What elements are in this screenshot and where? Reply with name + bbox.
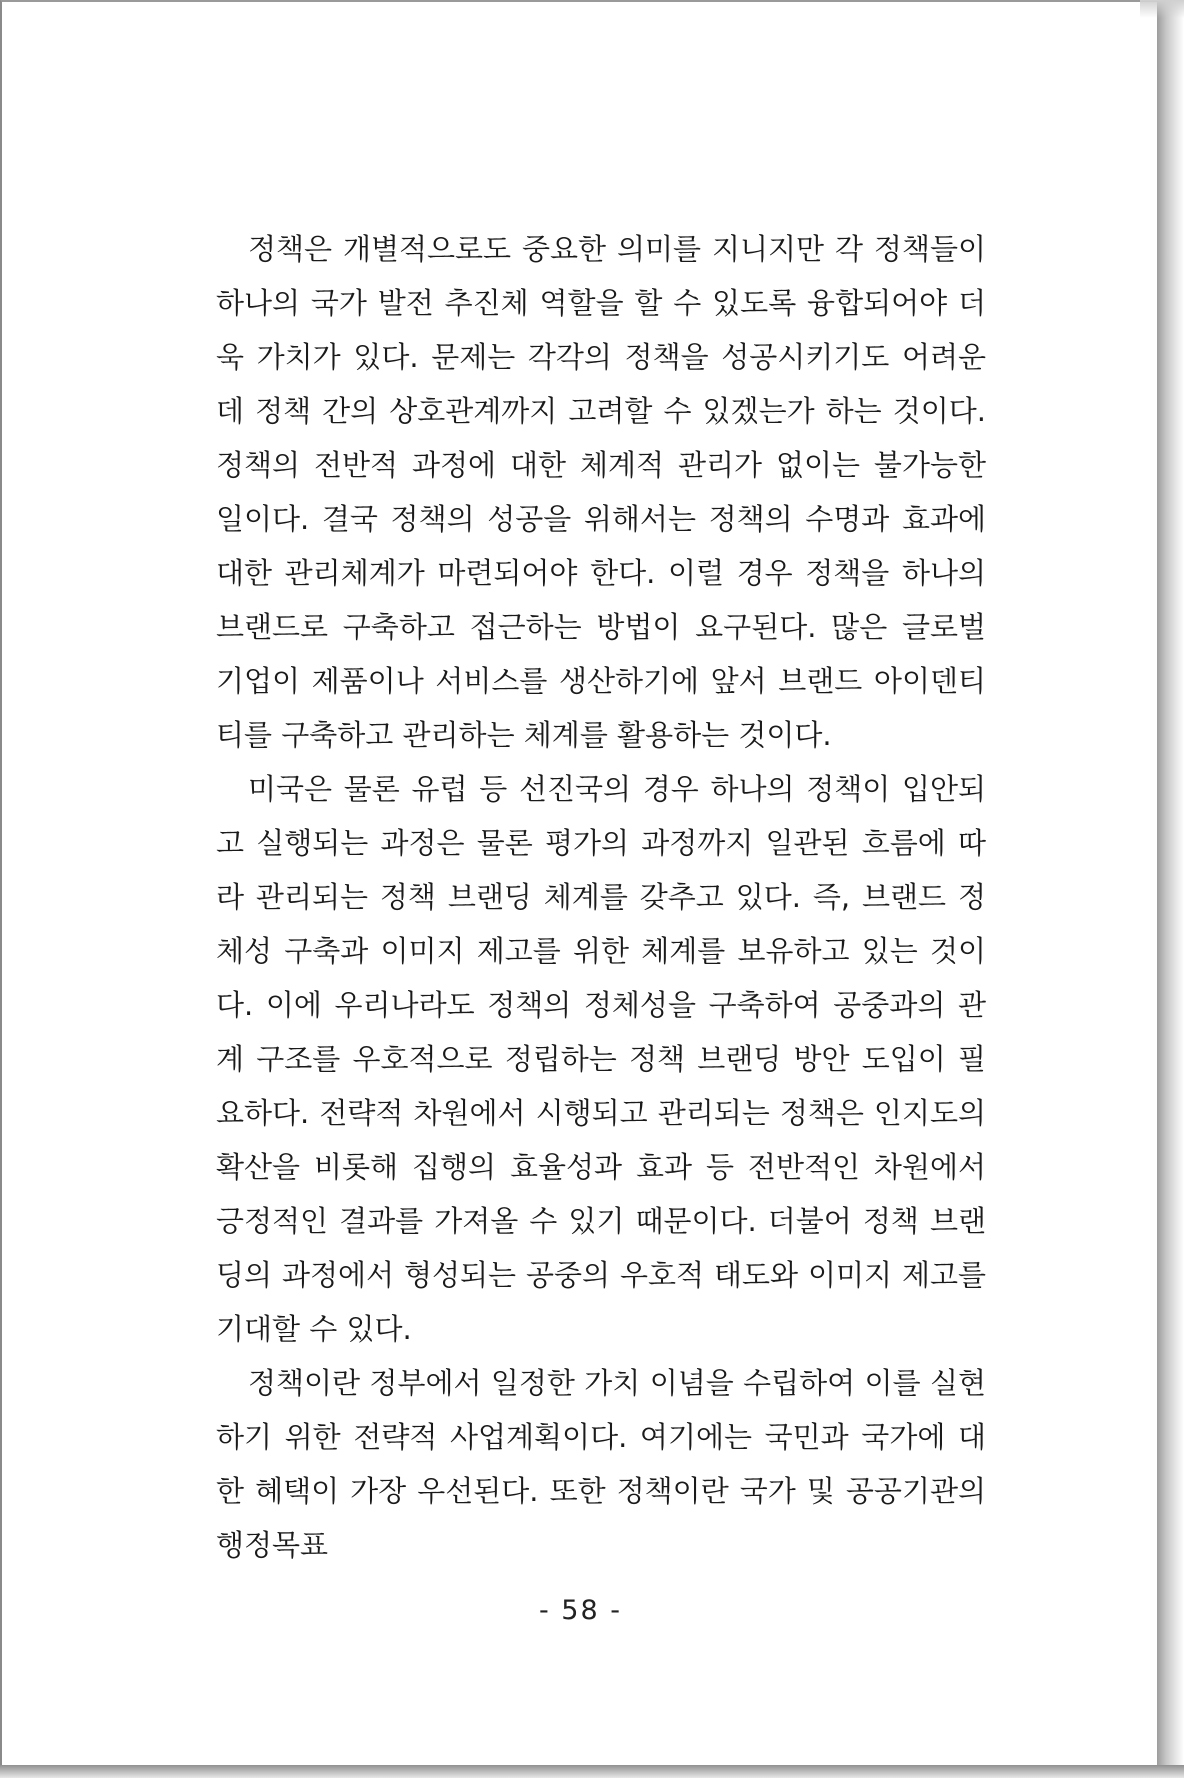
- page-edge-shadow-top: [1140, 0, 1184, 18]
- page-number: - 58 -: [538, 1595, 622, 1626]
- body-text: [216, 222, 986, 1572]
- page-edge-shadow-right: [1157, 0, 1184, 1778]
- paragraph-3: 정책이란 정부에서 일정한 가치 이념을 수립하여 이를 실현하기 위한 전략적 사업계획이다. 여기에는 국민과 국가에 대한 혜택이 가장 우선된다. 또한 정책이란 국가 및 공공기관의 행정목표: [216, 1366, 986, 1562]
- paragraph-1: 정책은 개별적으로도 중요한 의미를 지니지만 각 정책들이 하나의 국가 발전 추진체 역할을 할 수 있도록 융합되어야 더욱 가치가 있다. 문제는 각각의 정책을 성공시키기도 어려운데 정책 간의 상호관계까지 고려할 수 있겠는가 하는 것이다. 정책의 전반적 과정에 대한 체계적 관리가 없이는 불가능한 일이다. 결국 정책의 성공을 위해서는 정책의 수명과 효과에 대한 관리체계가 마련되어야 한다. 이럴 경우 정책을 하나의 브랜드로 구축하고 접근하는 방법이 요구된다. 많은 글로벌 기업이 제품이나 서비스를 생산하기에 앞서 브랜드 아이덴티티를 구축하고 관리하는 체계를 활용하는 것이다.: [216, 232, 986, 752]
- paragraph-2: 미국은 물론 유럽 등 선진국의 경우 하나의 정책이 입안되고 실행되는 과정은 물론 평가의 과정까지 일관된 흐름에 따라 관리되는 정책 브랜딩 체계를 갖추고 있다. 즉, 브랜드 정체성 구축과 이미지 제고를 위한 체계를 보유하고 있는 것이다. 이에 우리나라도 정책의 정체성을 구축하여 공중과의 관계 구조를 우호적으로 정립하는 정책 브랜딩 방안 도입이 필요하다. 전략적 차원에서 시행되고 관리되는 정책은 인지도의 확산을 비롯해 집행의 효율성과 효과 등 전반적인 차원에서 긍정적인 결과를 가져올 수 있기 때문이다. 더불어 정책 브랜딩의 과정에서 형성되는 공중의 우호적 태도와 이미지 제고를 기대할 수 있다.: [216, 772, 986, 1346]
- page-edge-shadow-bottom: [0, 1765, 1184, 1778]
